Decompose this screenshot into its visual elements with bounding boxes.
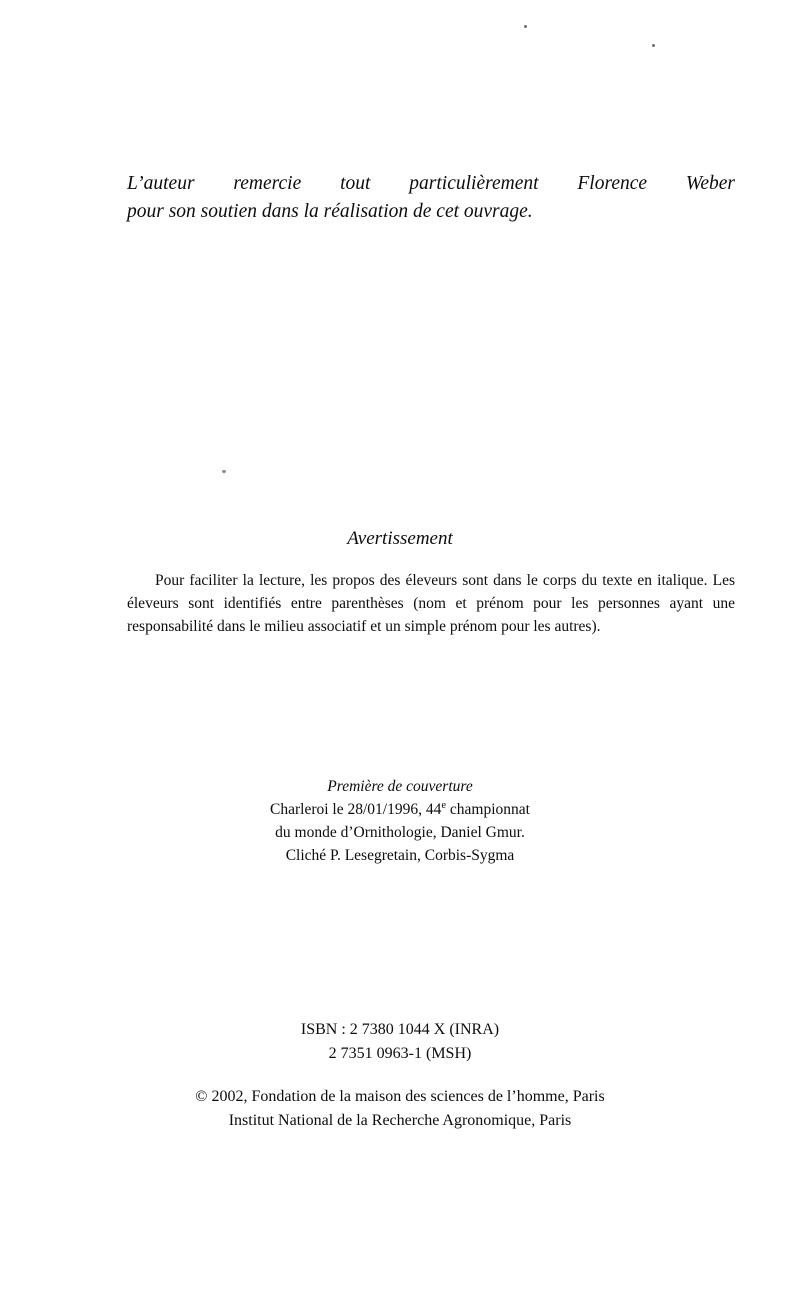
dedication-text	[127, 170, 735, 225]
copyright-line-2: Institut National de la Recherche Agronomique, Paris	[228, 1111, 572, 1129]
copyright-line-1: © 2002, Fondation de la maison des sciences de l’homme, Paris	[195, 1088, 605, 1105]
cover-credit-line-2: du monde d’Ornithologie, Daniel Gmur.	[275, 823, 525, 841]
cover-credit-line-1-prefix: Charleroi le 28/01/1996, 44	[270, 800, 442, 818]
dedication-line-2: pour son soutien dans la réalisation de cet ouvrage.	[127, 200, 533, 222]
dedication-line-1: L’auteur remercie tout particulièrement Florence Weber	[127, 173, 735, 194]
notice-paragraph: Pour faciliter la lecture, les propos des éleveurs sont dans le corps du texte en italique. Les éleveurs sont identifiés entre parenthèses (nom et prénom pour les personnes ayant une responsabilité dans le milieu associatif et un simple prénom pour les autres).	[127, 572, 735, 635]
scan-speck-icon	[524, 25, 527, 28]
isbn-line-2: 2 7351 0963-1 (MSH)	[328, 1044, 472, 1062]
notice-heading: Avertissement	[347, 528, 453, 549]
cover-credit-line-3: Cliché P. Lesegretain, Corbis-Sygma	[285, 846, 515, 864]
cover-credit-ordinal-suffix: e	[441, 799, 447, 811]
cover-credit-line-1	[0, 799, 800, 822]
scan-speck-icon	[222, 470, 226, 473]
scan-speck-icon	[652, 44, 655, 47]
cover-credit-title: Première de couverture	[327, 778, 473, 795]
cover-credit-line-1-suffix: championnat	[446, 800, 530, 818]
copyright-block	[0, 1085, 800, 1132]
isbn-block	[0, 1018, 800, 1065]
isbn-line-1: ISBN : 2 7380 1044 X (INRA)	[300, 1021, 500, 1038]
cover-credit-block	[0, 776, 800, 868]
